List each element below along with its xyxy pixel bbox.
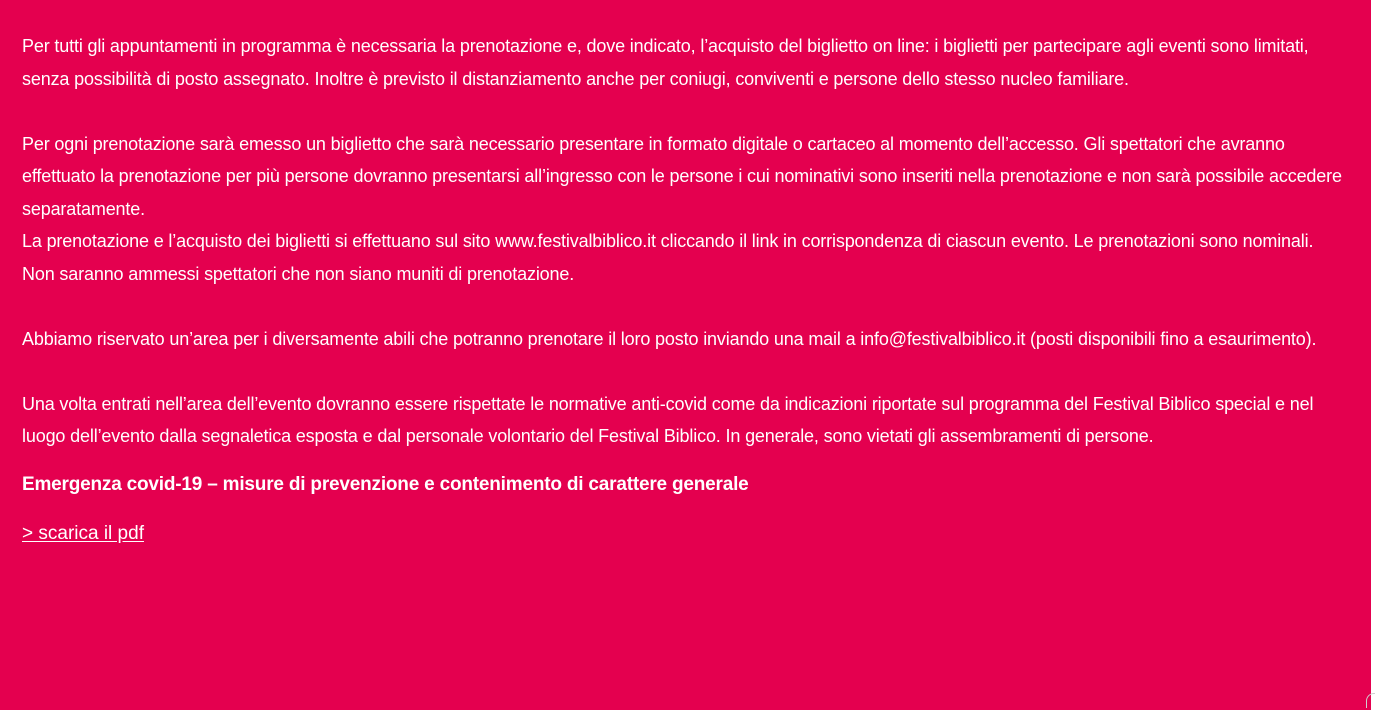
covid-rules-paragraph: Una volta entrati nell’area dell’evento dovranno essere rispettate le normative anti-covid come da indicazioni riportate sul programma del Festival Biblico special e nel luogo dell’evento dalla segnaletica esposta e dal personale volontario del Festival Biblico. In generale, sono vietati gli assembramenti di persone. — [22, 393, 1314, 446]
info-content — [22, 30, 1357, 547]
purchase-paragraph: La prenotazione e l’acquisto dei biglietti si effettuano sul sito www.festivalbiblico.it cliccando il link in corrispondenza di ciascun evento. Le prenotazioni sono nominali. — [22, 231, 1314, 251]
covid-emergency-heading: Emergenza covid-19 – misure di prevenzione e contenimento di carattere generale — [22, 473, 749, 495]
corner-arc-icon — [1366, 693, 1375, 708]
paragraph-spacer — [22, 95, 1357, 128]
page-edge — [1371, 0, 1375, 710]
download-pdf-link[interactable]: > scarica il pdf — [22, 522, 144, 544]
admission-paragraph: Non saranno ammessi spettatori che non siano muniti di prenotazione. — [22, 263, 575, 284]
ticket-paragraph: Per ogni prenotazione sarà emesso un biglietto che sarà necessario presentare in formato digitale o cartaceo al momento dell’accesso. Gli spettatori che avranno effettuato la prenotazione per più persone dovranno presentarsi all’ingresso con le persone i cui nominativi sono inseriti nella prenotazione e non sarà possibile accedere separatamente. — [22, 133, 1342, 219]
paragraph-spacer — [22, 290, 1357, 323]
accessibility-paragraph: Abbiamo riservato un’area per i diversamente abili che potranno prenotare il loro posto inviando una mail a info@festivalbiblico.it (posti disponibili fino a esaurimento). — [22, 328, 1317, 349]
paragraph-spacer — [22, 355, 1357, 388]
booking-required-paragraph: Per tutti gli appuntamenti in programma è necessaria la prenotazione e, dove indicato, l’acquisto del biglietto on line: i biglietti per partecipare agli eventi sono limitati, senza possibilità di posto assegnato. Inoltre è previsto il distanziamento anche per coniugi, conviventi e persone dello stesso nucleo familiare. — [22, 36, 1309, 89]
